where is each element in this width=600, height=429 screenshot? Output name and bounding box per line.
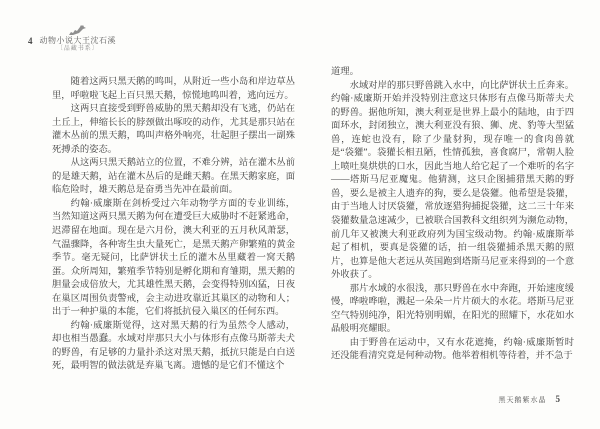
right-page-number: 5 [555, 394, 560, 404]
series-subtitle: 〔品藏书系〕 [56, 46, 99, 52]
paragraph: 水域对岸的那只野兽跳入水中，向比萨饼状土丘奔来。约翰·威廉斯开始并没特别注意这只体形有点像马斯蒂夫犬的野兽。据他所知，澳大利亚是世界上最小的陆地，由于四面环水，封闭独立，澳大利亚没有狼、狮、虎、豹等大型猛兽，连蛇也没有，除了少量豺狗，现存唯一的食肉兽就是“袋獾”。袋獾长相丑陋，性情孤独，喜食腐尸，常朝人脸上喷吐臭烘烘的口水，因此当地人给它起了一个难听的名字——塔斯马尼亚魔鬼。他猜测，这只企图捕猎黑天鹅的野兽，要么是被主人遗弃的狗，要么是袋獾。他希望是袋獾，由于当地人讨厌袋獾，常放逐猎狗捕捉袋獾，这二三十年来袋獾数量急速减少，已被联合国教科文组织列为濒危动物，前几年又被澳大利亚政府列为国宝级动物。约翰·威廉斯举起了相机，要真是袋獾的话，拍一组袋獾捕杀黑天鹅的照片，也算是他大老远从英国跑到塔斯马尼亚来得到的一个意外收获了。 [331, 80, 574, 281]
series-title: 动物小说大王沈石溪 [39, 36, 116, 45]
left-page-header [28, 24, 116, 53]
paragraph: 由于野兽在运动中，又有水花遮掩，约翰·威廉斯暂时还没能看清究竟是何种动物。他举着相机等待着，并不急于 [331, 337, 574, 362]
paragraph: 约翰·威廉斯在剑桥受过六年动物学方面的专业训练，当然知道这两只黑天鹅为何在遭受巨大威胁时不赶紧逃命，迟滞留在地面。现在是六月份，澳大利亚的五月秋风萧瑟，气温骤降，各种寄生虫大量死亡，是黑天鹅产卵繁殖的黄金季节。毫无疑问，比萨饼状土丘的灌木丛里藏着一窝天鹅蛋。众所周知，繁殖季节特别是孵化期和育雏期，黑天鹅的胆量会成倍放大，尤其雄性黑天鹅，会变得特别凶猛，日夜在巢区周围负责警戒，会主动进攻靠近其巢区的动物和人；出于一种护巢的本能，它们将抵抗侵入巢区的任何东西。 [52, 198, 295, 318]
paragraph: 这两只直接受到野兽威胁的黑天鹅却没有飞逃，仍站在土丘上，伸缩长长的脖颈做出啄咬的动作，尤其是那只站在灌木丛前的黑天鹅，鸣叫声格外响亮，壮起胆子摆出一副殊死搏杀的姿态。 [52, 104, 295, 155]
book-title: 黑天鹅紫水晶 [498, 396, 547, 404]
paragraph: 约翰·威廉斯觉得，这对黑天鹅的行为虽然令人感动，却也相当愚蠢。水域对岸那只大小与体形有点像马斯蒂夫犬的野兽，有足够的力量扑杀这对黑天鹅，抵抗只能是白白送死，最明智的做法就是弃巢飞离。遗憾的是它们不懂这个 [52, 320, 295, 372]
paragraph: 随着这两只黑天鹅的鸣叫，从附近一些小岛和岸边草丛里，呼啦啦飞起上百只黑天鹅，惊慌地鸣叫着，逃向远方。 [52, 77, 295, 101]
left-page-text [52, 76, 295, 374]
right-page-footer [499, 394, 561, 405]
wolf-silhouette-icon [68, 24, 88, 36]
paragraph-continuation: 道理。 [331, 67, 359, 77]
series-block [40, 24, 117, 53]
paragraph: 从这两只黑天鹅站立的位置，不难分辨，站在灌木丛前的是雄天鹅，站在灌木丛后的是雌天鹅。在黑天鹅家庭，面临危险时，雄天鹅总是奋勇当先冲在最前面。 [52, 158, 295, 196]
left-page-number: 4 [28, 36, 33, 46]
paragraph: 那片水域的水很浅，那只野兽在水中奔跑，开始速度缓慢，哗啦哗啦，溅起一朵朵一片片硕大的水花。塔斯马尼亚空气特别纯净，阳光特别明媚，在阳光的照耀下，水花如水晶般明亮耀眼。 [331, 283, 574, 335]
right-page-text [331, 66, 574, 364]
